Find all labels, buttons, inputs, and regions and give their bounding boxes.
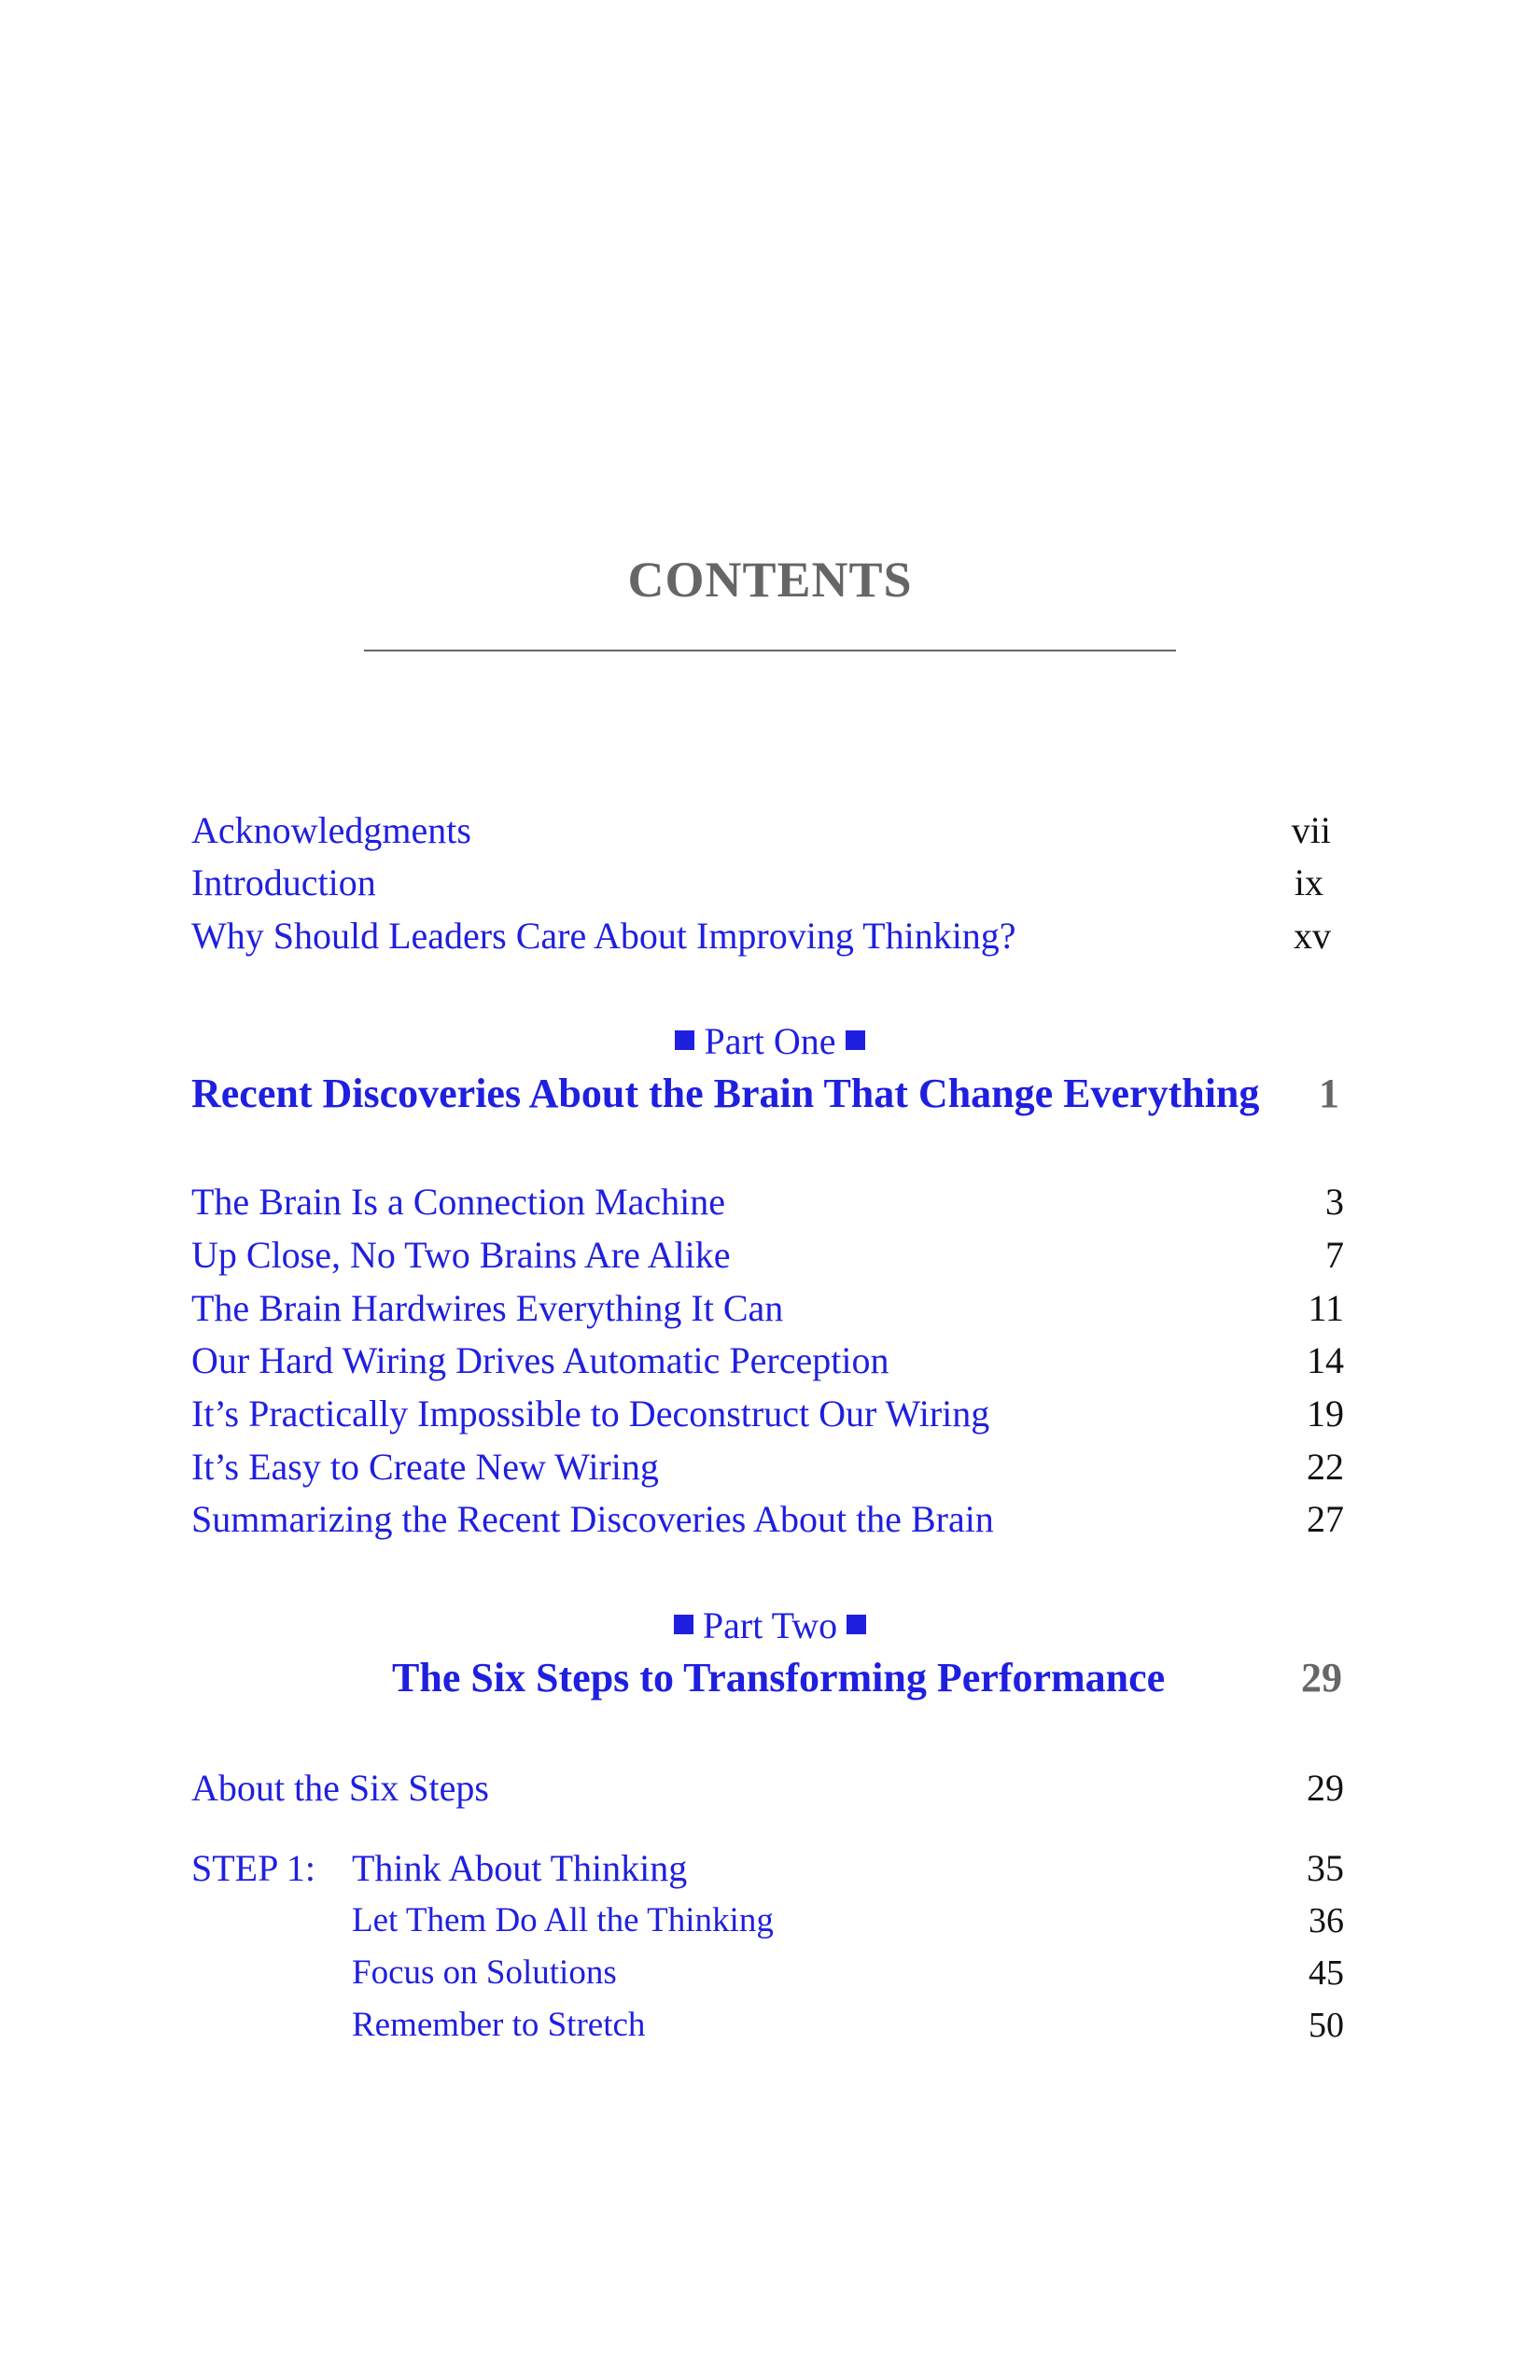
toc-entry[interactable]: [191, 914, 1344, 968]
part-two-label-text: Part Two: [702, 1604, 838, 1646]
toc-subentry-title[interactable]: Let Them Do All the Thinking: [352, 1901, 774, 1939]
toc-entry[interactable]: [191, 861, 1344, 915]
toc-entry-title[interactable]: Summarizing the Recent Discoveries About the Brain: [191, 1498, 994, 1540]
toc-entry-page: 11: [1308, 1287, 1344, 1329]
square-bullet-icon: [846, 1030, 865, 1050]
toc-entry-page: xv: [1294, 915, 1331, 957]
part-two-page: 29: [1301, 1655, 1342, 1701]
toc-entry-page: vii: [1291, 809, 1331, 851]
step-prefix: STEP 1:: [191, 1847, 315, 1889]
part-one-label-text: Part One: [704, 1020, 836, 1062]
toc-subentry-title[interactable]: Focus on Solutions: [352, 1953, 617, 1992]
toc-subentry-page: 45: [1309, 1953, 1344, 1993]
toc-entry-page: 29: [1307, 1767, 1344, 1809]
toc-entry-title[interactable]: About the Six Steps: [191, 1767, 489, 1809]
toc-entry-title[interactable]: The Brain Hardwires Everything It Can: [191, 1287, 784, 1329]
part-one-page: 1: [1319, 1071, 1339, 1116]
toc-entry-title[interactable]: It’s Practically Impossible to Deconstruct Our Wiring: [191, 1393, 990, 1435]
toc-entry-title[interactable]: It’s Easy to Create New Wiring: [191, 1446, 659, 1488]
toc-entry-page: 7: [1325, 1234, 1344, 1276]
toc-subentry-title[interactable]: Remember to Stretch: [352, 2006, 646, 2044]
toc-subentry-page: 36: [1309, 1901, 1344, 1940]
toc-subentry[interactable]: [191, 2005, 1344, 2059]
part-one-label: [0, 1019, 1540, 1063]
toc-entry-title[interactable]: Why Should Leaders Care About Improving Thinking?: [191, 915, 1016, 957]
toc-entry-page: 35: [1307, 1847, 1344, 1889]
toc-entry[interactable]: [191, 1392, 1344, 1446]
square-bullet-icon: [847, 1615, 866, 1634]
toc-entry-title[interactable]: Acknowledgments: [191, 809, 471, 851]
toc-entry-page: 19: [1307, 1393, 1344, 1435]
toc-subentry-page: 50: [1309, 2006, 1344, 2045]
toc-entry-page: 14: [1307, 1339, 1344, 1381]
toc-entry[interactable]: [191, 1286, 1344, 1340]
toc-entry-title[interactable]: Up Close, No Two Brains Are Alike: [191, 1234, 731, 1276]
toc-subentry[interactable]: [191, 1953, 1344, 2007]
part-one-title[interactable]: Recent Discoveries About the Brain That Change Everything: [191, 1071, 1260, 1116]
toc-entry[interactable]: [191, 1233, 1344, 1287]
toc-step-entry[interactable]: [191, 1846, 1344, 1900]
toc-entry[interactable]: [191, 1766, 1344, 1820]
toc-entry-title[interactable]: Our Hard Wiring Drives Automatic Perception: [191, 1339, 889, 1381]
toc-entry[interactable]: [191, 1180, 1344, 1234]
part-two-label: [0, 1603, 1540, 1647]
toc-subentry[interactable]: [191, 1900, 1344, 1954]
toc-entry[interactable]: [191, 808, 1344, 862]
title-rule: [364, 650, 1176, 651]
page-title: CONTENTS: [627, 552, 913, 608]
toc-entry-page: 3: [1325, 1181, 1344, 1223]
toc-entry[interactable]: [191, 1497, 1344, 1551]
square-bullet-icon: [674, 1615, 693, 1634]
toc-entry-title[interactable]: Introduction: [191, 861, 376, 903]
toc-entry-title[interactable]: The Brain Is a Connection Machine: [191, 1181, 726, 1223]
toc-entry[interactable]: [191, 1338, 1344, 1393]
square-bullet-icon: [675, 1030, 694, 1050]
part-two-title[interactable]: The Six Steps to Transforming Performance: [392, 1655, 1166, 1701]
toc-entry-page: ix: [1294, 861, 1323, 903]
toc-entry[interactable]: [191, 1445, 1344, 1499]
toc-entry-title[interactable]: Think About Thinking: [352, 1847, 688, 1889]
toc-entry-page: 22: [1307, 1446, 1344, 1488]
toc-entry-page: 27: [1307, 1498, 1344, 1540]
